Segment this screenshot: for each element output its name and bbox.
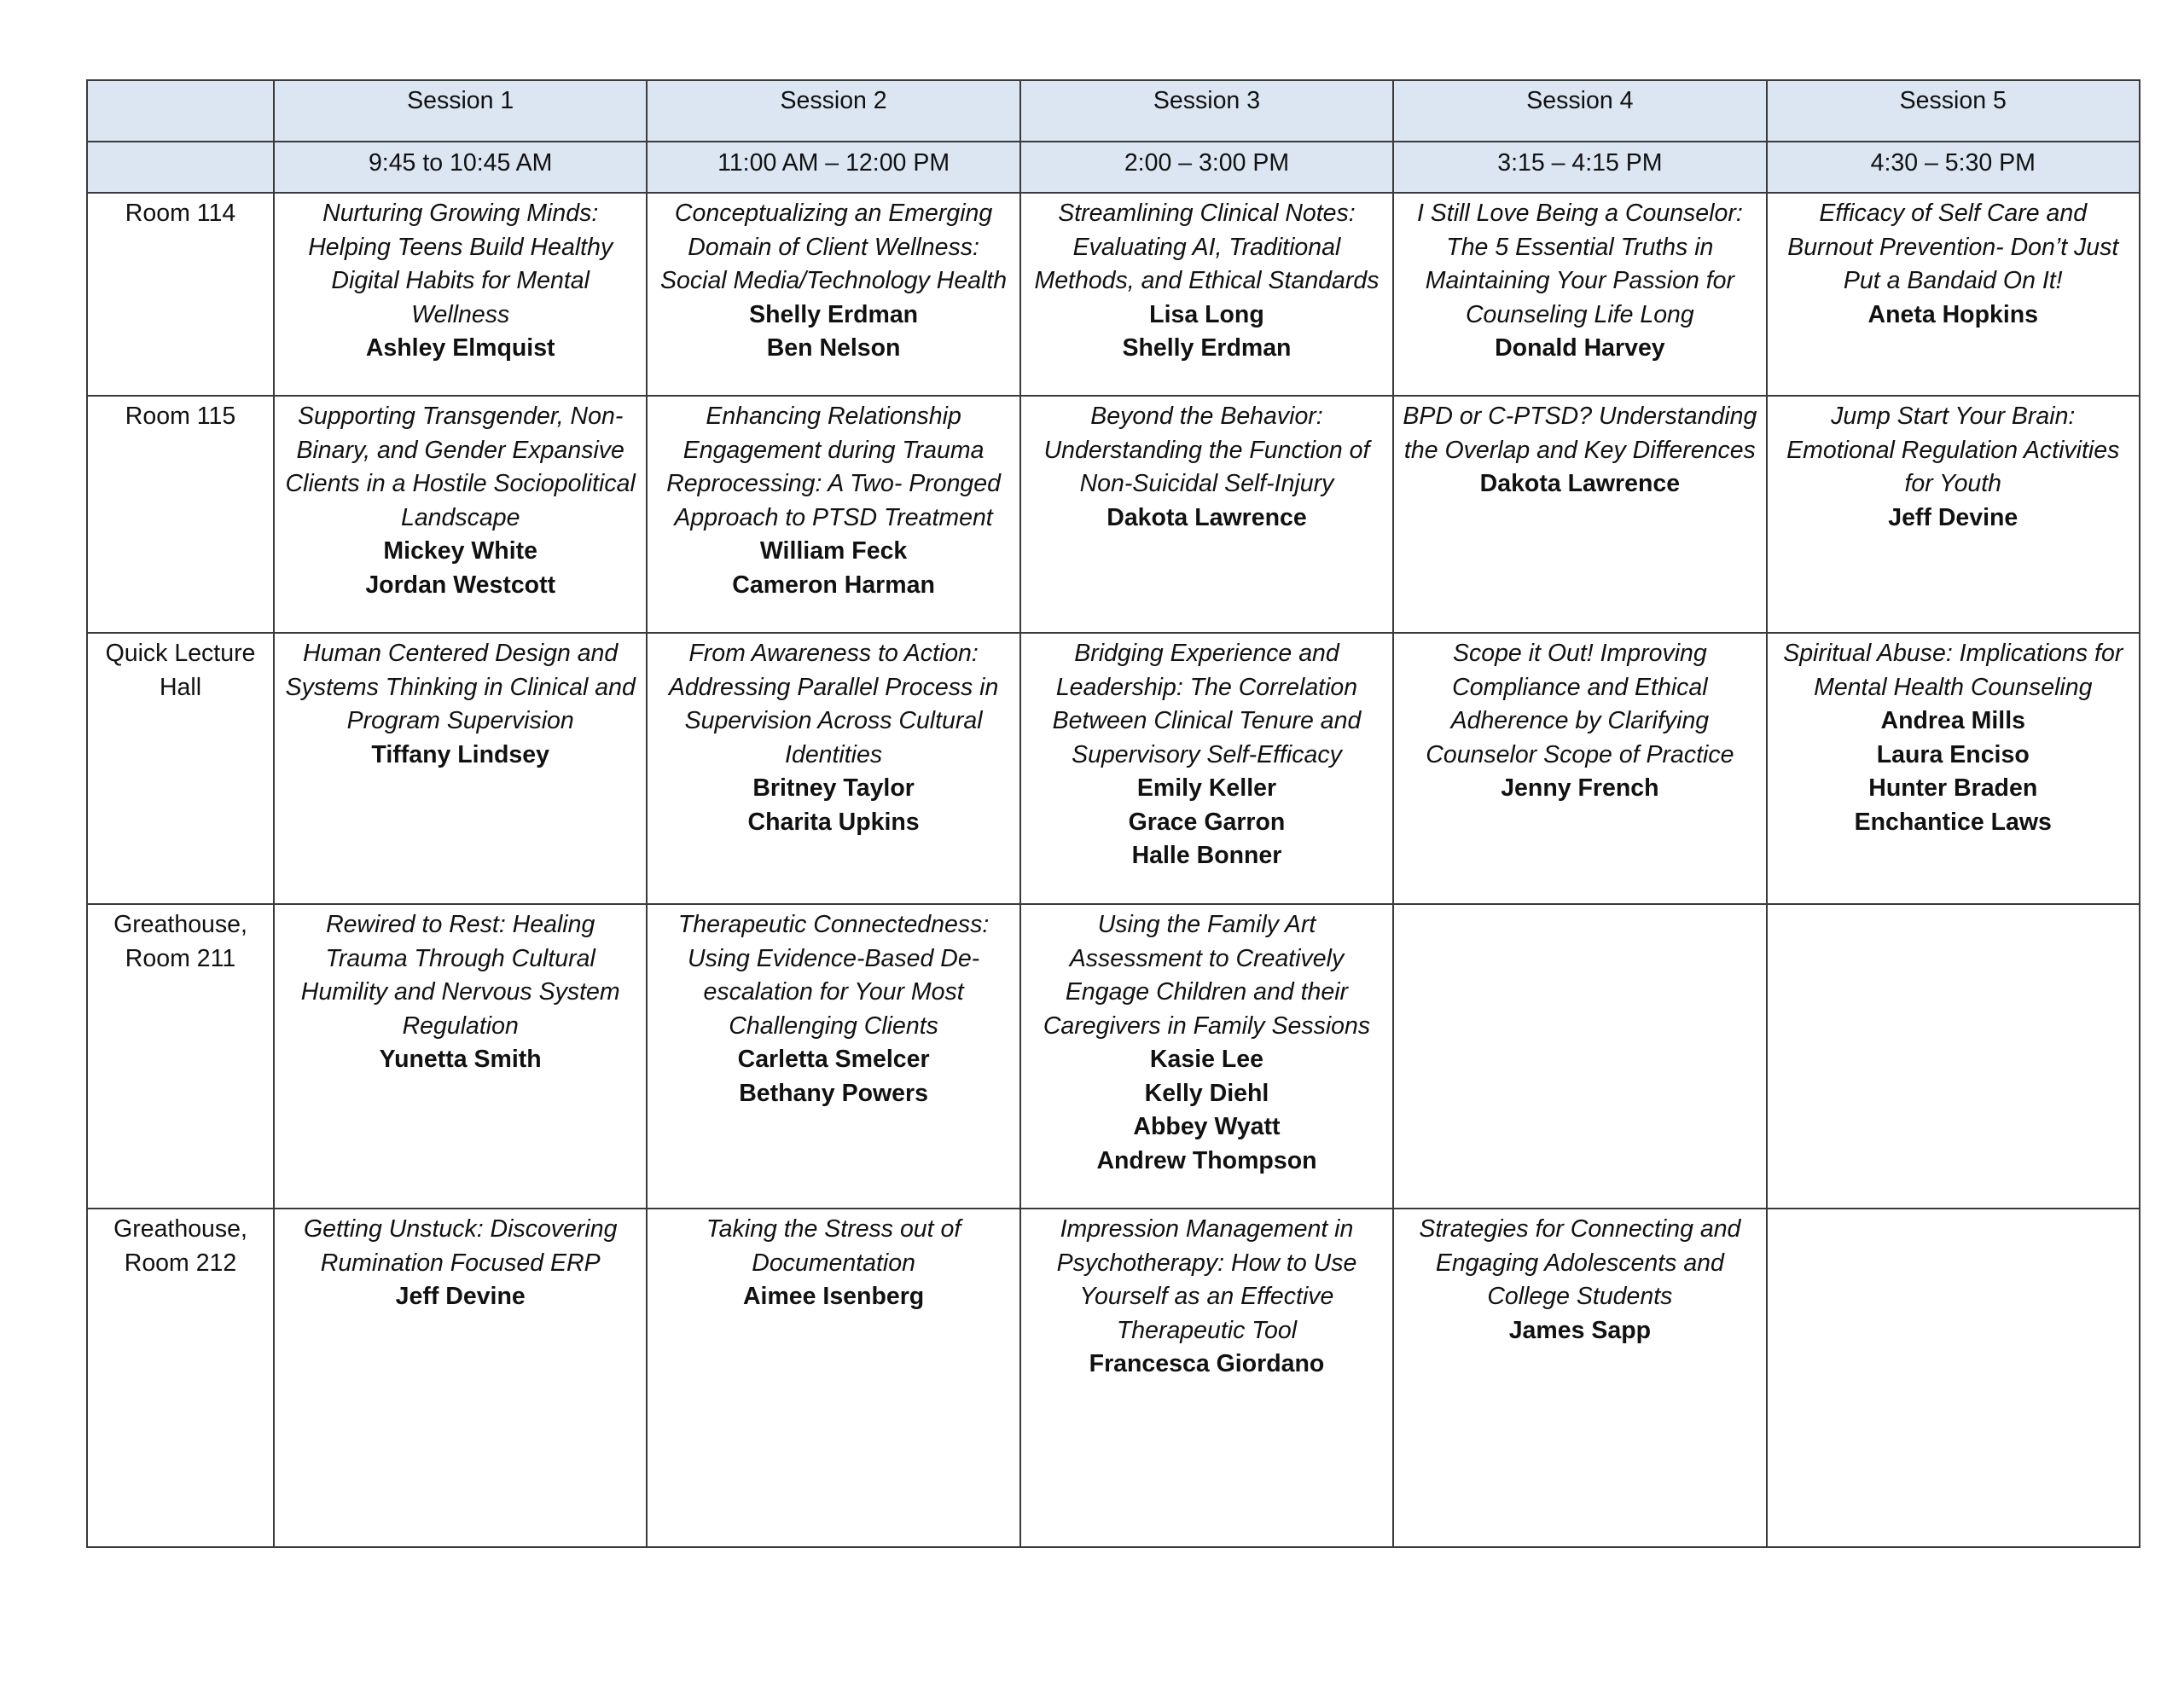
presenter-name: Kasie Lee bbox=[1149, 1046, 1264, 1073]
presenter-name: Ben Nelson bbox=[766, 334, 901, 362]
room-cell bbox=[87, 633, 274, 904]
session-4-time: 3:15 – 4:15 PM bbox=[1393, 142, 1766, 193]
session-3-header: Session 3 bbox=[1020, 80, 1393, 142]
corner-cell-time bbox=[87, 142, 274, 193]
session-1-header: Session 1 bbox=[274, 80, 647, 142]
presenter-name: Bethany Powers bbox=[739, 1079, 928, 1107]
presenter-list bbox=[1030, 299, 1384, 366]
session-schedule-table bbox=[86, 79, 2140, 1548]
presenter-name: James Sapp bbox=[1508, 1316, 1652, 1344]
session-2-time: 11:00 AM – 12:00 PM bbox=[647, 142, 1019, 193]
session-cell bbox=[1020, 193, 1393, 396]
presenter-list bbox=[283, 332, 637, 366]
presenter-list bbox=[1776, 501, 2130, 536]
room-cell bbox=[87, 396, 274, 633]
presenter-name: Jordan Westcott bbox=[365, 571, 556, 599]
presenter-name: Abbey Wyatt bbox=[1133, 1113, 1281, 1140]
presenter-list bbox=[283, 739, 637, 773]
room-label: Greathouse, Room 212 bbox=[113, 1215, 247, 1277]
session-title: Conceptualizing an Emerging Domain of Client Wellness: Social Media/Technology Health bbox=[660, 200, 1008, 294]
session-cell bbox=[1393, 633, 1766, 904]
session-title: Human Centered Design and Systems Thinking in Clinical and Program Supervision bbox=[285, 640, 636, 734]
room-row bbox=[87, 1209, 2140, 1547]
session-1-time: 9:45 to 10:45 AM bbox=[274, 142, 647, 193]
session-cell bbox=[1393, 193, 1766, 396]
presenter-name: Jenny French bbox=[1501, 774, 1659, 802]
empty-session-cell bbox=[1393, 904, 1766, 1209]
session-cell bbox=[274, 633, 647, 904]
presenter-name: Emily Keller bbox=[1136, 774, 1277, 802]
session-cell bbox=[1767, 396, 2140, 633]
presenter-name: Hunter Braden bbox=[1868, 774, 2038, 802]
presenter-name: Carletta Smelcer bbox=[737, 1046, 930, 1073]
session-title: Using the Family Art Assessment to Creatively Engage Children and their Caregivers in Family Sessions bbox=[1043, 911, 1371, 1040]
room-row bbox=[87, 396, 2140, 633]
room-row bbox=[87, 193, 2140, 396]
presenter-list bbox=[656, 299, 1010, 366]
presenter-list bbox=[1776, 704, 2130, 839]
session-title: Streamlining Clinical Notes: Evaluating AI, Traditional Methods, and Ethical Standards bbox=[1034, 200, 1380, 294]
presenter-name: Tiffany Lindsey bbox=[371, 740, 549, 768]
presenter-name: Shelly Erdman bbox=[749, 300, 919, 328]
presenter-name: Kelly Diehl bbox=[1144, 1079, 1269, 1107]
presenter-list bbox=[1403, 332, 1757, 366]
session-cell bbox=[1393, 1209, 1766, 1547]
presenter-name: Dakota Lawrence bbox=[1479, 470, 1681, 497]
session-2-header: Session 2 bbox=[647, 80, 1019, 142]
session-time-row bbox=[87, 142, 2140, 193]
schedule-body bbox=[87, 193, 2140, 1547]
session-title: Supporting Transgender, Non-Binary, and Gender Expansive Clients in a Hostile Sociopolitical Landscape bbox=[285, 403, 636, 531]
session-cell bbox=[647, 904, 1019, 1209]
session-title: Taking the Stress out of Documentation bbox=[706, 1215, 961, 1277]
session-title: From Awareness to Action: Addressing Parallel Process in Supervision Across Cultural Identities bbox=[668, 640, 999, 768]
session-title: Efficacy of Self Care and Burnout Prevention- Don’t Just Put a Bandaid On It! bbox=[1787, 200, 2119, 294]
presenter-name: Ashley Elmquist bbox=[365, 334, 555, 362]
presenter-list bbox=[1403, 467, 1757, 501]
session-cell bbox=[274, 1209, 647, 1547]
presenter-list bbox=[283, 535, 637, 602]
session-title: Bridging Experience and Leadership: The Correlation Between Clinical Tenure and Supervisory Self-Efficacy bbox=[1052, 640, 1362, 768]
session-5-header: Session 5 bbox=[1767, 80, 2140, 142]
presenter-name: Aimee Isenberg bbox=[742, 1283, 925, 1310]
room-cell bbox=[87, 193, 274, 396]
presenter-name: Britney Taylor bbox=[752, 774, 915, 802]
session-cell bbox=[274, 193, 647, 396]
presenter-name: Jeff Devine bbox=[395, 1283, 526, 1310]
session-cell bbox=[647, 396, 1019, 633]
session-cell bbox=[1767, 633, 2140, 904]
presenter-name: Andrea Mills bbox=[1880, 707, 2025, 734]
session-title: Impression Management in Psychotherapy: How to Use Yourself as an Effective Therapeutic Tool bbox=[1056, 1215, 1357, 1344]
presenter-list bbox=[1030, 501, 1384, 536]
presenter-name: Yunetta Smith bbox=[379, 1046, 542, 1073]
presenter-name: Aneta Hopkins bbox=[1867, 300, 2039, 328]
session-cell bbox=[647, 633, 1019, 904]
session-title: Getting Unstuck: Discovering Rumination Focused ERP bbox=[303, 1215, 618, 1277]
session-title: Nurturing Growing Minds: Helping Teens Build Healthy Digital Habits for Mental Wellness bbox=[308, 200, 613, 328]
presenter-list bbox=[283, 1280, 637, 1314]
room-label: Quick Lecture Hall bbox=[105, 640, 256, 701]
session-cell bbox=[1020, 1209, 1393, 1547]
session-cell bbox=[647, 1209, 1019, 1547]
presenter-list bbox=[1030, 1348, 1384, 1382]
session-cell bbox=[1020, 396, 1393, 633]
session-4-header: Session 4 bbox=[1393, 80, 1766, 142]
session-cell bbox=[274, 396, 647, 633]
session-title: Strategies for Connecting and Engaging Adolescents and College Students bbox=[1419, 1215, 1741, 1310]
session-title: Jump Start Your Brain: Emotional Regulation Activities for Youth bbox=[1786, 403, 2120, 497]
session-cell bbox=[1020, 904, 1393, 1209]
presenter-name: Enchantice Laws bbox=[1854, 808, 2052, 836]
room-row bbox=[87, 633, 2140, 904]
room-label: Greathouse, Room 211 bbox=[113, 911, 247, 972]
empty-session-cell bbox=[1767, 1209, 2140, 1547]
corner-cell bbox=[87, 80, 274, 142]
presenter-name: Lisa Long bbox=[1149, 300, 1264, 328]
presenter-list bbox=[1030, 772, 1384, 873]
presenter-name: Halle Bonner bbox=[1131, 842, 1282, 869]
session-cell bbox=[1020, 633, 1393, 904]
presenter-name: Laura Enciso bbox=[1876, 740, 2030, 768]
room-cell bbox=[87, 1209, 274, 1547]
session-title: Rewired to Rest: Healing Trauma Through Cultural Humility and Nervous System Regulation bbox=[300, 911, 620, 1040]
empty-session-cell bbox=[1767, 904, 2140, 1209]
room-cell bbox=[87, 904, 274, 1209]
room-label: Room 114 bbox=[125, 200, 236, 227]
session-cell bbox=[1767, 193, 2140, 396]
presenter-name: Dakota Lawrence bbox=[1107, 503, 1307, 531]
room-label: Room 115 bbox=[125, 403, 236, 430]
presenter-name: Jeff Devine bbox=[1888, 503, 2018, 531]
presenter-list bbox=[1030, 1043, 1384, 1178]
presenter-name: Grace Garron bbox=[1128, 808, 1286, 836]
session-title: Beyond the Behavior: Understanding the Function of Non-Suicidal Self-Injury bbox=[1043, 403, 1370, 497]
session-3-time: 2:00 – 3:00 PM bbox=[1020, 142, 1393, 193]
room-row bbox=[87, 904, 2140, 1209]
presenter-list bbox=[656, 1043, 1010, 1110]
presenter-list bbox=[1403, 772, 1757, 806]
presenter-name: Cameron Harman bbox=[732, 571, 935, 599]
presenter-list bbox=[1776, 299, 2130, 333]
session-title: Therapeutic Connectedness: Using Evidence-Based De-escalation for Your Most Challenging Clients bbox=[677, 911, 990, 1040]
session-cell bbox=[1393, 396, 1766, 633]
session-5-time: 4:30 – 5:30 PM bbox=[1767, 142, 2140, 193]
presenter-name: Francesca Giordano bbox=[1089, 1350, 1325, 1377]
presenter-name: Charita Upkins bbox=[747, 808, 920, 836]
presenter-name: William Feck bbox=[759, 537, 908, 565]
presenter-list bbox=[1403, 1314, 1757, 1348]
presenter-name: Shelly Erdman bbox=[1122, 334, 1292, 362]
session-header-row bbox=[87, 80, 2140, 142]
presenter-list bbox=[656, 1280, 1010, 1314]
session-cell bbox=[647, 193, 1019, 396]
session-title: Scope it Out! Improving Compliance and Ethical Adherence by Clarifying Counselor Scope of Practice bbox=[1426, 640, 1734, 768]
session-title: BPD or C-PTSD? Understanding the Overlap and Key Differences bbox=[1403, 403, 1757, 464]
presenter-list bbox=[656, 535, 1010, 602]
presenter-list bbox=[283, 1043, 637, 1077]
session-title: Spiritual Abuse: Implications for Mental Health Counseling bbox=[1783, 640, 2123, 701]
presenter-name: Andrew Thompson bbox=[1096, 1146, 1317, 1174]
session-title: Enhancing Relationship Engagement during Trauma Reprocessing: A Two- Pronged Approach to PTSD Treatment bbox=[666, 403, 1001, 531]
session-title: I Still Love Being a Counselor: The 5 Essential Truths in Maintaining Your Passion for Counseling Life Long bbox=[1416, 200, 1743, 328]
presenter-name: Mickey White bbox=[383, 537, 537, 565]
presenter-list bbox=[656, 772, 1010, 839]
presenter-name: Donald Harvey bbox=[1495, 334, 1665, 362]
session-cell bbox=[274, 904, 647, 1209]
